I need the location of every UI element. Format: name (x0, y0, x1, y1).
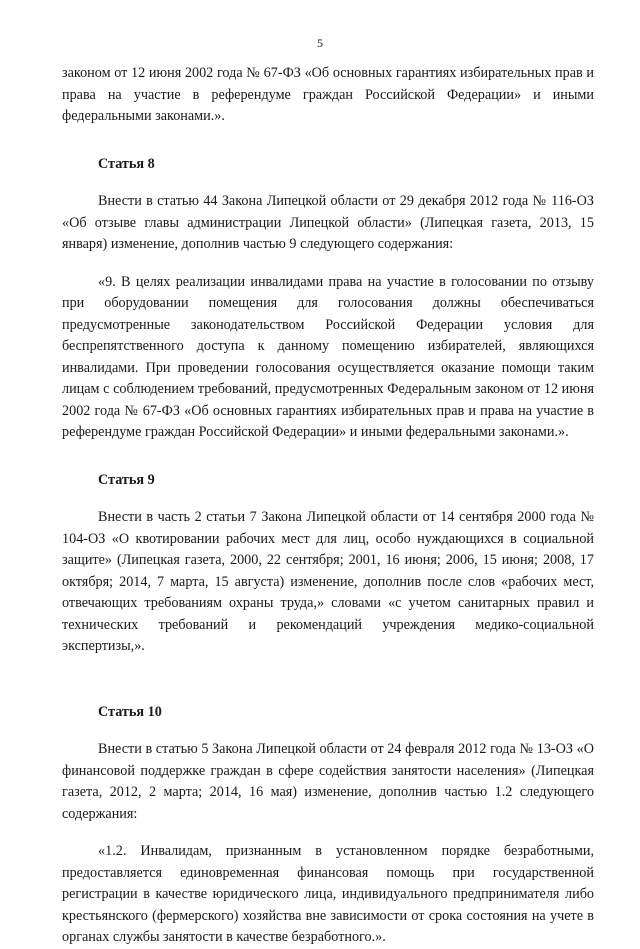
article-8-paragraph-1: Внести в статью 44 Закона Липецкой области от 29 декабря 2012 года № 116-ОЗ «Об отзыве главы администрации Липецкой области» (Липецкая газета, 2013, 15 января) изменение, дополнив частью 9 следующего содержания: (62, 193, 594, 252)
spacer (62, 825, 594, 841)
spacer (62, 256, 594, 272)
article-8-paragraph-2: «9. В целях реализации инвалидами права на участие в голосовании по отзыву при оборудовании помещения для голосования должны обеспечиваться предусмотренные законодательством Российской Федерации условия для беспрепятственного доступа к данному помещению избирателей, являющихся инвалидами. При проведении голосования осуществляется оказание помощи таким лицам с соблюдением требований, предусмотренных Федеральным законом от 12 июня 2002 года № 67-ФЗ «Об основных гарантиях избирательных прав и права на участие в референдуме граждан Российской Федерации» и иными федеральными законами.». (62, 273, 594, 440)
spacer (62, 175, 594, 191)
article-9-heading: Статья 9 (98, 471, 155, 488)
article-10-paragraph-1: Внести в статью 5 Закона Липецкой области от 24 февраля 2012 года № 13-ОЗ «О финансовой поддержке граждан в сфере содействия занятости населения» (Липецкая газета, 2012, 2 марта; 2014, 16 мая) изменение, дополнив частью 1.2 следующего содержания: (62, 741, 594, 822)
article-10-paragraph-2: «1.2. Инвалидам, признанным в установленном порядке безработными, предоставляется единовременная финансовая помощь при государственной регистрации в качестве юридического лица, индивидуального предпринимателя либо крестьянского (фермерского) хозяйства вне зависимости от срока состояния на учете в органах службы занятости в качестве безработного.». (62, 843, 594, 945)
spacer (62, 491, 594, 507)
intro-paragraph: законом от 12 июня 2002 года № 67-ФЗ «Об основных гарантиях избирательных прав и права на участие в референдуме граждан Российской Федерации» и иными федеральными законами.». (62, 65, 594, 124)
spacer (62, 444, 594, 470)
page-number: 5 (317, 36, 323, 50)
spacer (62, 658, 594, 702)
article-9-paragraph-1: Внести в часть 2 статьи 7 Закона Липецкой области от 14 сентября 2000 года № 104-ОЗ «О квотировании рабочих мест для лиц, особо нуждающихся в социальной защите» (Липецкая газета, 2000, 22 сентября; 2001, 16 июня; 2006, 15 июня; 2008, 17 октября; 2014, 7 марта, 15 августа) изменение, дополнив после слов «рабочих мест, отвечающих требованиям охраны труда,» словами «с учетом санитарных правил и технических требований и рекомендаций учреждения медико-социальной экспертизы,». (62, 509, 594, 654)
article-10-heading: Статья 10 (98, 703, 162, 720)
article-8-heading: Статья 8 (98, 155, 155, 172)
spacer (62, 128, 594, 154)
spacer (62, 723, 594, 739)
document-body (62, 63, 594, 949)
